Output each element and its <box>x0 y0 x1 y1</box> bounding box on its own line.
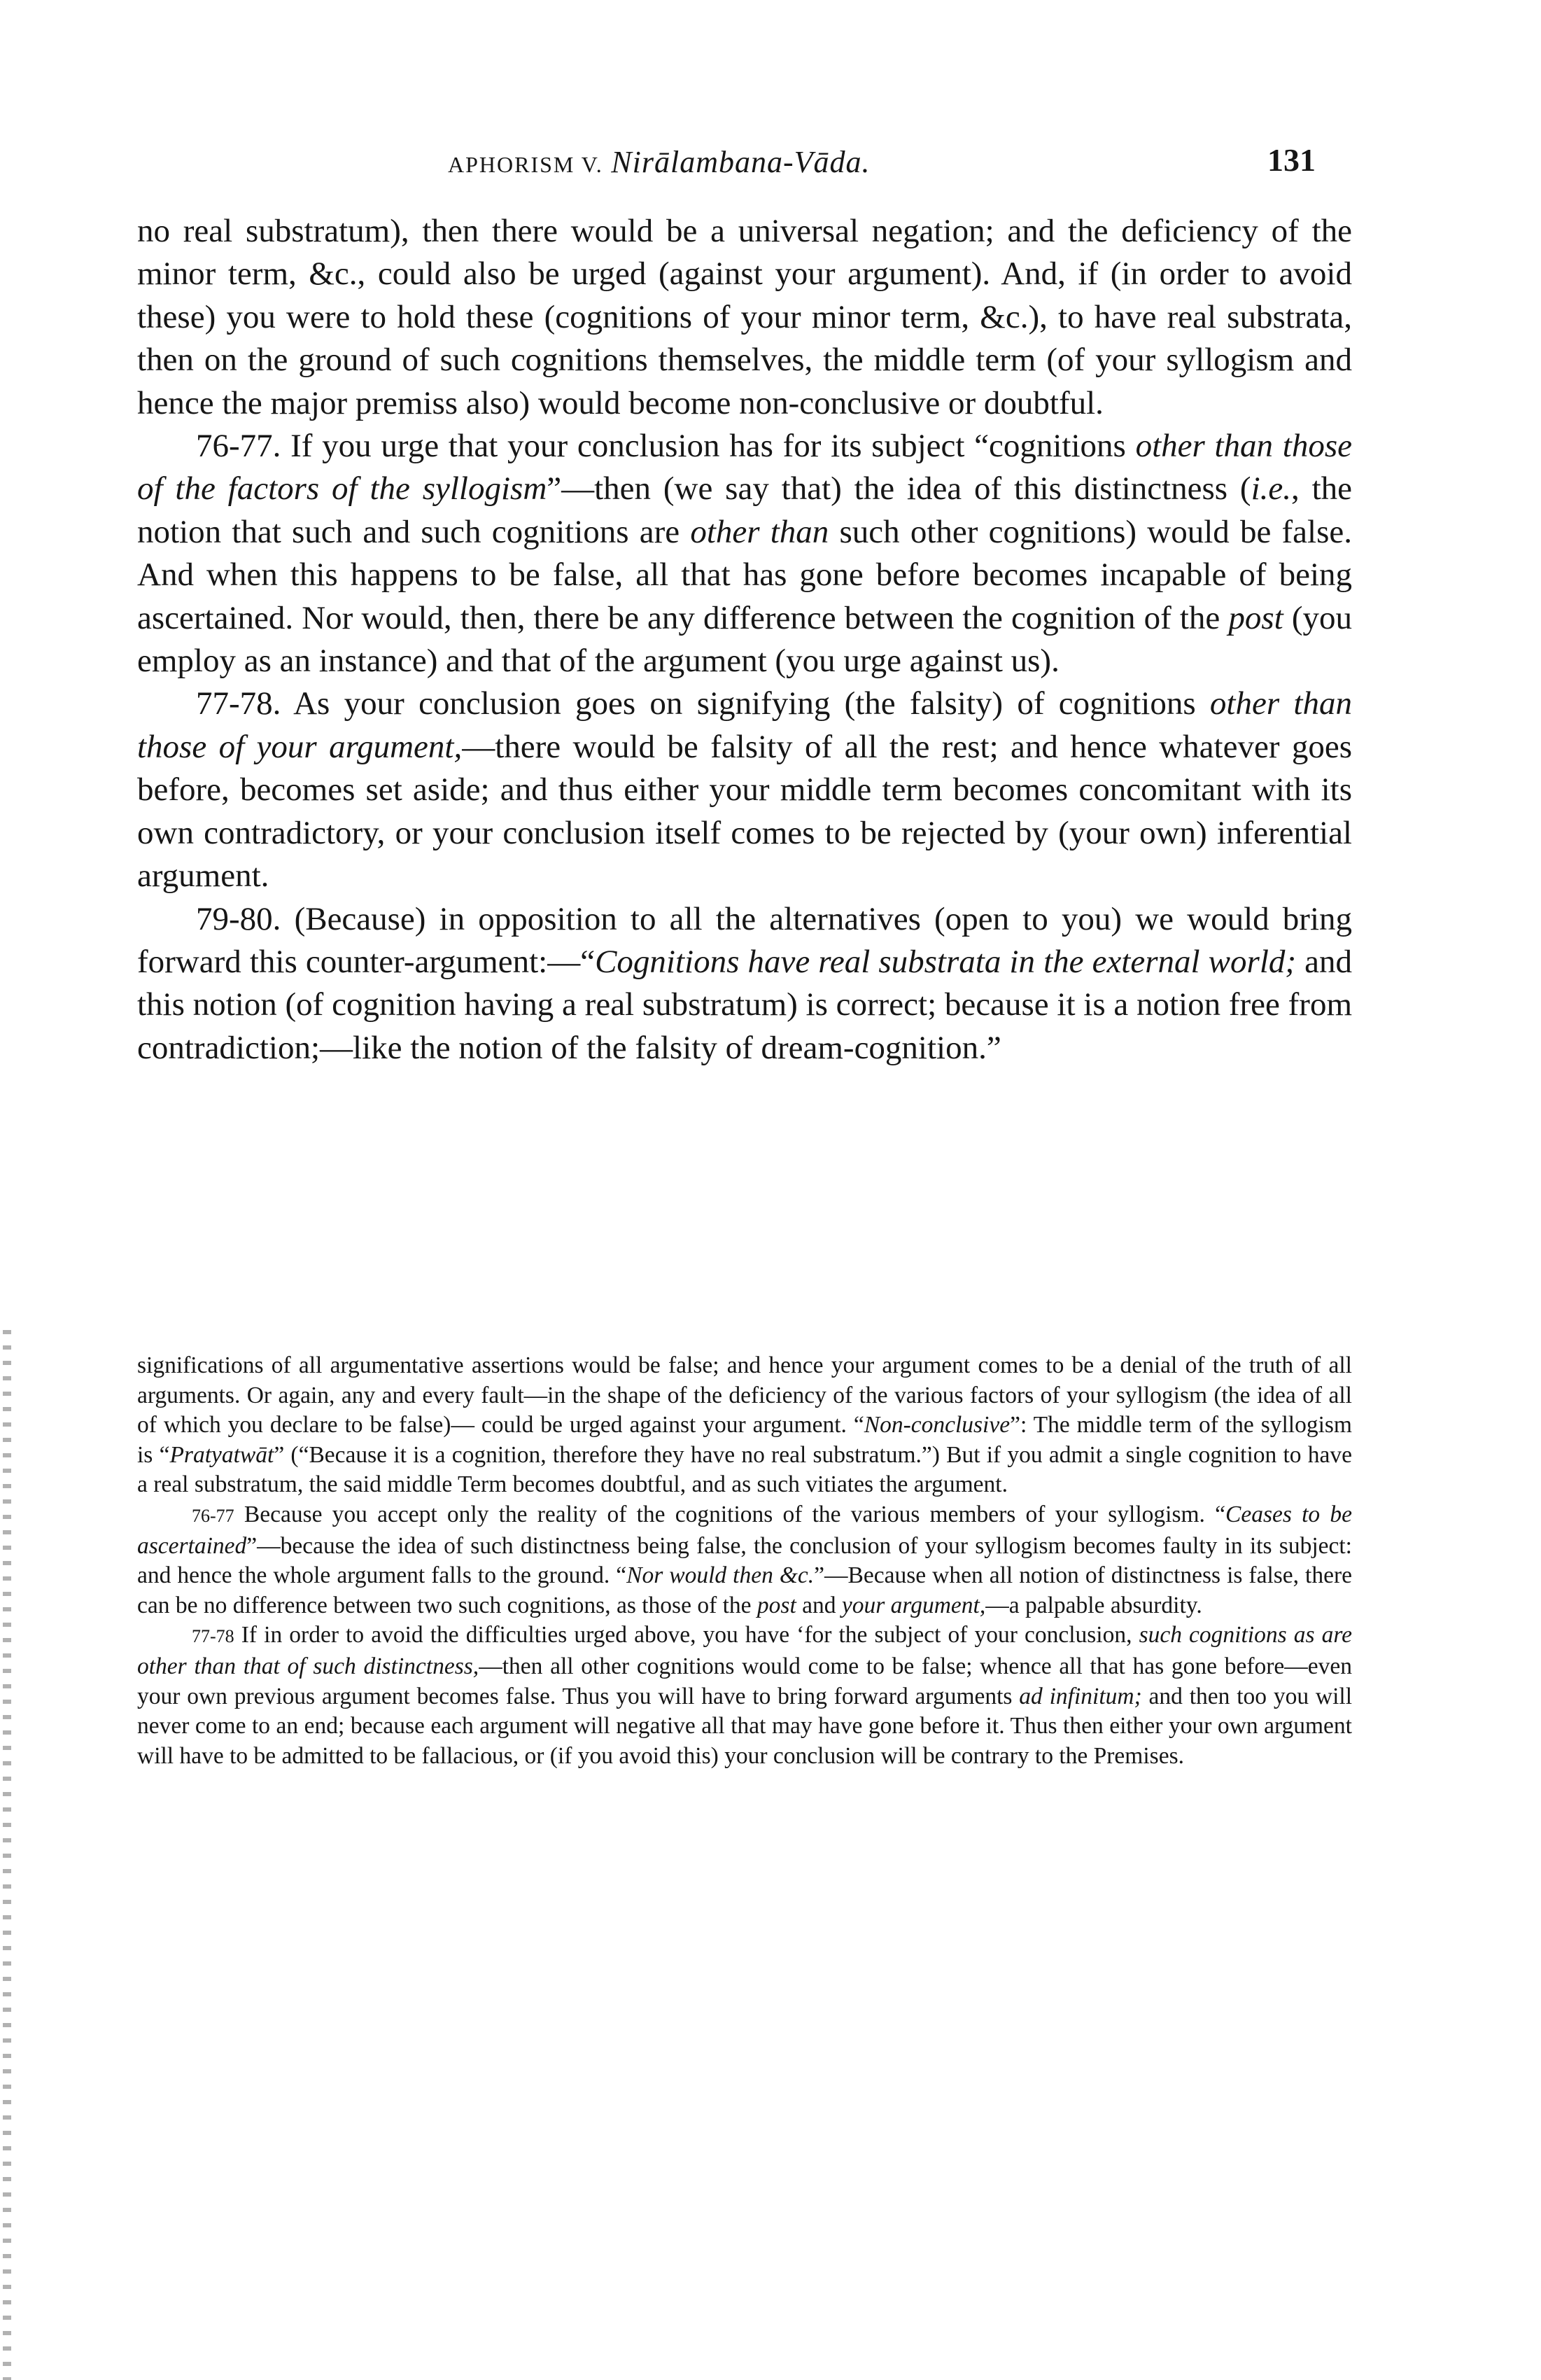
text-run: , the notion that such and such cognitions are <box>137 470 1352 550</box>
footnote-ref: 77-78 <box>192 1626 234 1647</box>
paragraph-text: no real substratum), then there would be a universal negation; and the deficiency of the minor term, &c., could also be urged (against your argument). And, if (in order to avoid these) you were to hold these (cognitions of your minor term, &c.), to have real substrata, then on the ground of such cognitions themselves, the middle term (of your syllogism and hence the major premiss also) would become non-conclusive or doubtful. <box>137 213 1352 421</box>
text-run: and <box>796 1592 842 1618</box>
verse-number: 76-77. <box>196 428 281 465</box>
text-run: ”—because the idea of such distinctness being false, the conclusion of your syllogism becomes faulty in its subject: and hence the whole argument falls to the ground. “ <box>137 1532 1352 1589</box>
text-run: As your conclusion goes on signifying (the falsity) of cognitions <box>293 685 1210 722</box>
italic-run: Non-conclusive <box>864 1412 1011 1438</box>
paragraph-continued <box>137 210 1352 425</box>
text-run: significations of all argumentative assertions would be false; and hence your argument comes to be a denial of the truth of all arguments. Or again, any and every fault—in the shape of the deficiency of the various factors of your syllogism (the idea of all of which you declare to be false)— could be urged against your argument. “ <box>137 1352 1352 1438</box>
italic-run: other than <box>690 513 829 550</box>
paragraph-79-80 <box>137 898 1352 1070</box>
text-run: and this notion (of cognition having a real substratum) is correct; because it is a notion free from contradiction;—like the notion of the falsity of dream-cognition.” <box>137 943 1352 1066</box>
footnote-continued <box>137 1351 1352 1500</box>
italic-run: Nor would then &c. <box>626 1562 815 1589</box>
text-run: ” (“Because it is a cognition, therefore they have no real substratum.”) But if you admit a single cognition to have a real substratum, the said middle Term becomes doubtful, and as such vitiates the argument. <box>137 1441 1352 1498</box>
italic-run: ad infinitum; <box>1019 1683 1142 1709</box>
text-run: (you employ as an instance) and that of the argument (you urge against us). <box>137 599 1352 680</box>
running-head-label: APHORISM V. <box>448 152 603 177</box>
main-text <box>137 210 1352 1070</box>
text-run: such other cognitions) would be false. And when this happens to be false, all that has gone before becomes incapable of being ascertained. Nor would, then, there be any difference between the cognition of the <box>137 513 1352 636</box>
italic-run: i.e. <box>1251 470 1291 507</box>
running-head <box>448 144 871 180</box>
italic-run: your argument, <box>841 1592 986 1618</box>
italic-run: post <box>757 1592 796 1618</box>
text-run: ”—then (we say that) the idea of this distinctness ( <box>547 470 1251 507</box>
italic-run: Ceases to be ascertained <box>137 1501 1352 1559</box>
text-run: ”: The middle term of the syllogism is “ <box>137 1412 1352 1468</box>
text-run: ”—Because when all notion of distinctness is false, there can be no difference between two such cognitions, as those of the <box>137 1562 1353 1618</box>
paragraph-76-77 <box>137 425 1352 682</box>
italic-run: Cognitions have real substrata in the external world; <box>595 943 1297 980</box>
text-run: —then all other cognitions would come to be false; whence all that has gone before—even your own previous argument becomes false. Thus you will have to bring forward arguments <box>137 1653 1352 1709</box>
footnote-76-77 <box>137 1500 1352 1620</box>
verse-number: 79-80. <box>196 900 281 937</box>
footnote-77-78 <box>137 1620 1352 1771</box>
text-run: and then too you will never come to an end; because each argument will negative all that may have gone before it. Thus then either your own argument will have to be admitted to be fallacious, or (if you avoid this) your conclusion will be contrary to the Premises. <box>137 1683 1353 1769</box>
paragraph-77-78 <box>137 682 1352 897</box>
page-header <box>448 137 1316 186</box>
verse-number: 77-78. <box>196 685 281 722</box>
running-head-title: Nirālambana-Vāda. <box>611 145 871 179</box>
text-run: Because you accept only the reality of the cognitions of the various members of your syllogism. “ <box>234 1501 1225 1527</box>
page-number: 131 <box>1267 142 1316 178</box>
text-run: —a palpable absurdity. <box>985 1592 1202 1618</box>
footnotes <box>137 1351 1352 1771</box>
text-run: —there would be falsity of all the rest; and hence whatever goes before, becomes set aside; and thus either your middle term becomes concomitant with its own contradictory, or your conclusion itself comes to be rejected by (your own) inferential argument. <box>137 728 1352 895</box>
italic-run: other than those of the factors of the syllogism <box>137 428 1352 507</box>
text-run: If you urge that your conclusion has for its subject “cognitions <box>290 428 1136 465</box>
italic-run: post <box>1228 599 1283 636</box>
italic-run: such cognitions as are other than that of such distinctness, <box>137 1622 1353 1679</box>
footnote-ref: 76-77 <box>192 1505 234 1526</box>
text-run: If in order to avoid the difficulties urged above, you have ‘for the subject of your conclusion, <box>234 1622 1139 1648</box>
italic-run: other than those of your argument, <box>137 685 1352 765</box>
scan-edge-mark <box>3 1330 11 2380</box>
italic-run: Pratyatwāt <box>169 1441 274 1468</box>
text-run: (Because) in opposition to all the alternatives (open to you) we would bring forward this counter-argument:—“ <box>137 900 1353 980</box>
